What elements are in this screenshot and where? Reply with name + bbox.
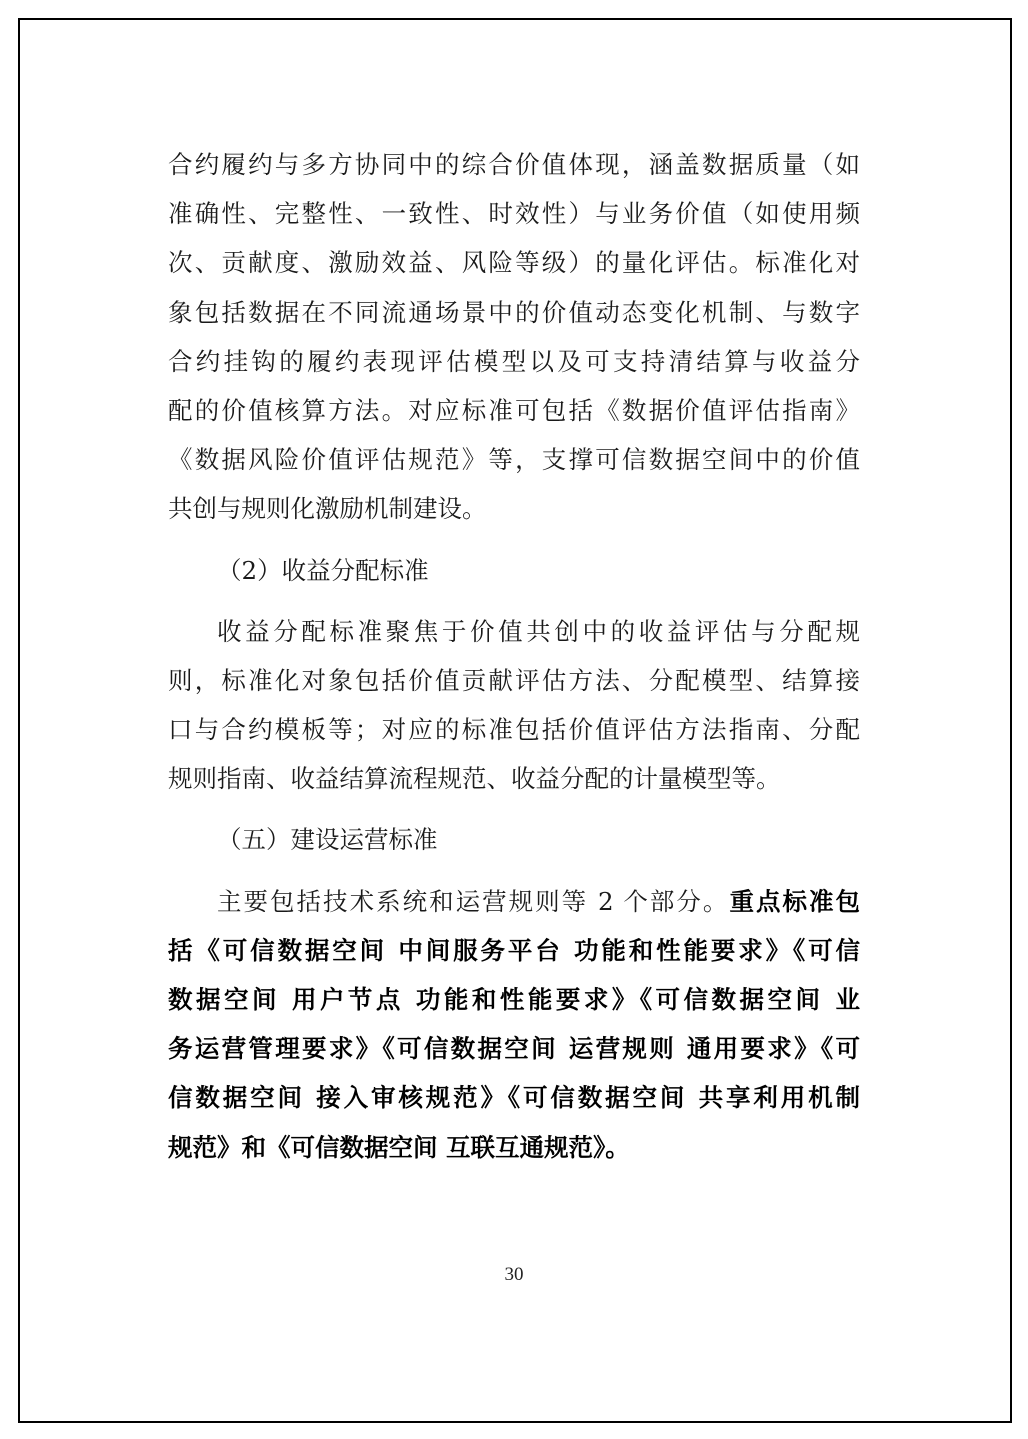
text-line: 合约履约与多方协同中的综合价值体现，涵盖数据质量（如 [168,150,860,179]
text-line [168,877,860,926]
text-line: 象包括数据在不同流通场景中的价值动态变化机制、与数字 [168,297,860,327]
text-line: 配的价值核算方法。对应标准可包括《数据价值评估指南》 [168,395,860,425]
text-line-bold: 信数据空间 接入审核规范》《可信数据空间 共享利用机制 [168,1083,860,1113]
section-heading-revenue-distribution: （2）收益分配标准 [217,555,429,585]
text-line: 合约挂钩的履约表现评估模型以及可支持清结算与收益分 [168,346,860,376]
paragraph-construction-operation [168,877,860,1172]
paragraph-revenue-distribution [168,607,860,804]
page-number: 30 [504,1264,524,1285]
text-line: 准确性、完整性、一致性、时效性）与业务价值（如使用频 [168,199,860,229]
text-line-bold: 括《可信数据空间 中间服务平台 功能和性能要求》《可信 [168,935,860,965]
text-line: 口与合约模板等；对应的标准包括价值评估方法指南、分配 [168,715,860,745]
text-line: 共创与规则化激励机制建设。 [168,494,487,524]
text-line: 次、贡献度、激励效益、风险等级）的量化评估。标准化对 [168,248,860,278]
text-line: 则，标准化对象包括价值贡献评估方法、分配模型、结算接 [168,665,860,695]
document-body [168,140,860,1172]
text-line-bold: 数据空间 用户节点 功能和性能要求》《可信数据空间 业 [168,985,860,1014]
text-line-bold: 务运营管理要求》《可信数据空间 运营规则 通用要求》《可 [168,1034,860,1064]
paragraph-value-assessment [168,140,860,534]
text-line-bold: 规范》和《可信数据空间 互联互通规范》。 [168,1132,630,1162]
text-line: 规则指南、收益结算流程规范、收益分配的计量模型等。 [168,764,781,794]
bold-text: 重点标准包 [729,886,860,916]
text-line: 收益分配标准聚焦于价值共创中的收益评估与分配规 [217,616,860,646]
section-heading-construction-operation: （五）建设运营标准 [217,825,438,855]
text-line: 《数据风险价值评估规范》等，支撑可信数据空间中的价值 [168,445,860,475]
normal-text: 主要包括技术系统和运营规则等 2 个部分。 [217,886,730,916]
